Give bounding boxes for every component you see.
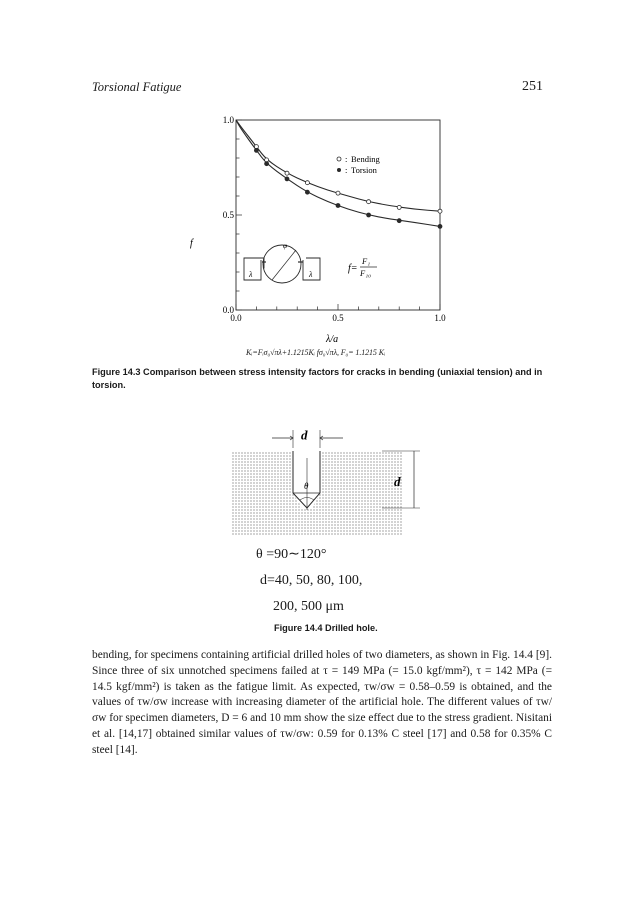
figure-14-3-formula: Kᵢ=Fᵢσ₀√πλ+1.1215Kᵢ fσ₀√πλ, F₀= 1.1215 Kᵢ	[246, 348, 386, 357]
svg-text::: :	[345, 165, 348, 175]
d-label-top: d	[301, 427, 308, 443]
legend-torsion-marker	[337, 168, 341, 172]
inset-f-denominator: F₁₀	[360, 268, 372, 278]
inset-lambda-left: λ	[249, 270, 253, 279]
inset-phi-label: φ	[283, 241, 288, 250]
hole-outline	[293, 451, 320, 508]
marker-bending	[254, 145, 258, 149]
page-number: 251	[522, 79, 543, 94]
inset-crack-schematic	[244, 241, 377, 283]
y-tick-label: 0.5	[222, 210, 234, 220]
plot-frame	[236, 120, 440, 310]
marker-bending	[367, 200, 371, 204]
marker-torsion	[367, 213, 371, 217]
diameter-values-line-1: d=40, 50, 80, 100,	[260, 573, 363, 588]
x-tick-label: 1.0	[434, 313, 446, 323]
marker-bending	[397, 205, 401, 209]
marker-bending	[336, 191, 340, 195]
marker-torsion	[254, 148, 258, 152]
figure-14-4-drilled-hole	[232, 428, 432, 538]
d-label-side: d	[394, 474, 401, 489]
theta-range: θ =90∼120°	[256, 547, 327, 562]
y-axis-label: f	[190, 238, 193, 249]
marker-bending	[438, 209, 442, 213]
marker-torsion	[397, 219, 401, 223]
x-axis-label: λ/a	[326, 334, 339, 345]
legend-torsion-label: Torsion	[351, 165, 377, 175]
marker-torsion	[438, 224, 442, 228]
figure-14-3-chart	[190, 108, 460, 348]
inset-f-numerator: F₁	[362, 256, 371, 266]
theta-label: θ	[304, 481, 309, 491]
chart-series	[236, 120, 440, 226]
material-hatched-region	[232, 451, 402, 536]
figure-14-3-caption: Figure 14.3 Comparison between stress intensity factors for cracks in bending (uniaxial tension) and in torsion.	[92, 367, 543, 390]
x-tick-label: 0.5	[332, 313, 344, 323]
legend-bending-label: Bending	[351, 154, 380, 164]
series-line-torsion	[236, 120, 440, 226]
legend-bending-marker	[337, 157, 341, 161]
inset-lambda-right: λ	[309, 270, 313, 279]
chart-markers	[254, 145, 442, 229]
running-head: Torsional Fatigue	[92, 80, 182, 94]
marker-torsion	[336, 204, 340, 208]
marker-torsion	[265, 162, 269, 166]
body-paragraph: bending, for specimens containing artificial drilled holes of two diameters, as shown in Fig. 14.4 [9]. Since three of six unnotched specimens failed at τ = 149 MPa (= 15.0 kgf/mm²), τ = 142 MPa (= 14.5 kgf/mm²) is taken as the fatigue limit. As expected, τw/σw = 0.58–0.59 is obtained, and the values of τw/σw increase with increasing diameter of the artificial hole. The different values of τw/σw for specimen diameters, D = 6 and 10 mm show the size effect due to the stress gradient. Nisitani et al. [14,17] obtained similar values of τw/σw: 0.59 for 0.13% C steel [17] and 0.58 for 0.35% C steel [14].	[92, 649, 552, 756]
inset-f-equals: f=	[348, 263, 358, 274]
marker-bending	[265, 158, 269, 162]
svg-text::: :	[345, 154, 348, 164]
chart-legend	[337, 154, 381, 175]
chart-axes	[236, 120, 440, 310]
marker-torsion	[305, 190, 309, 194]
x-tick-label: 0.0	[230, 313, 242, 323]
figure-14-4-caption: Figure 14.4 Drilled hole.	[274, 623, 378, 633]
marker-bending	[285, 171, 289, 175]
y-tick-label: 0.0	[222, 305, 234, 315]
diameter-values-line-2: 200, 500 μm	[273, 599, 344, 614]
body-text	[92, 648, 552, 759]
marker-bending	[305, 181, 309, 185]
inset-left-bracket	[244, 258, 264, 280]
y-tick-label: 1.0	[222, 115, 234, 125]
marker-torsion	[285, 177, 289, 181]
chart-ticks	[236, 120, 440, 310]
